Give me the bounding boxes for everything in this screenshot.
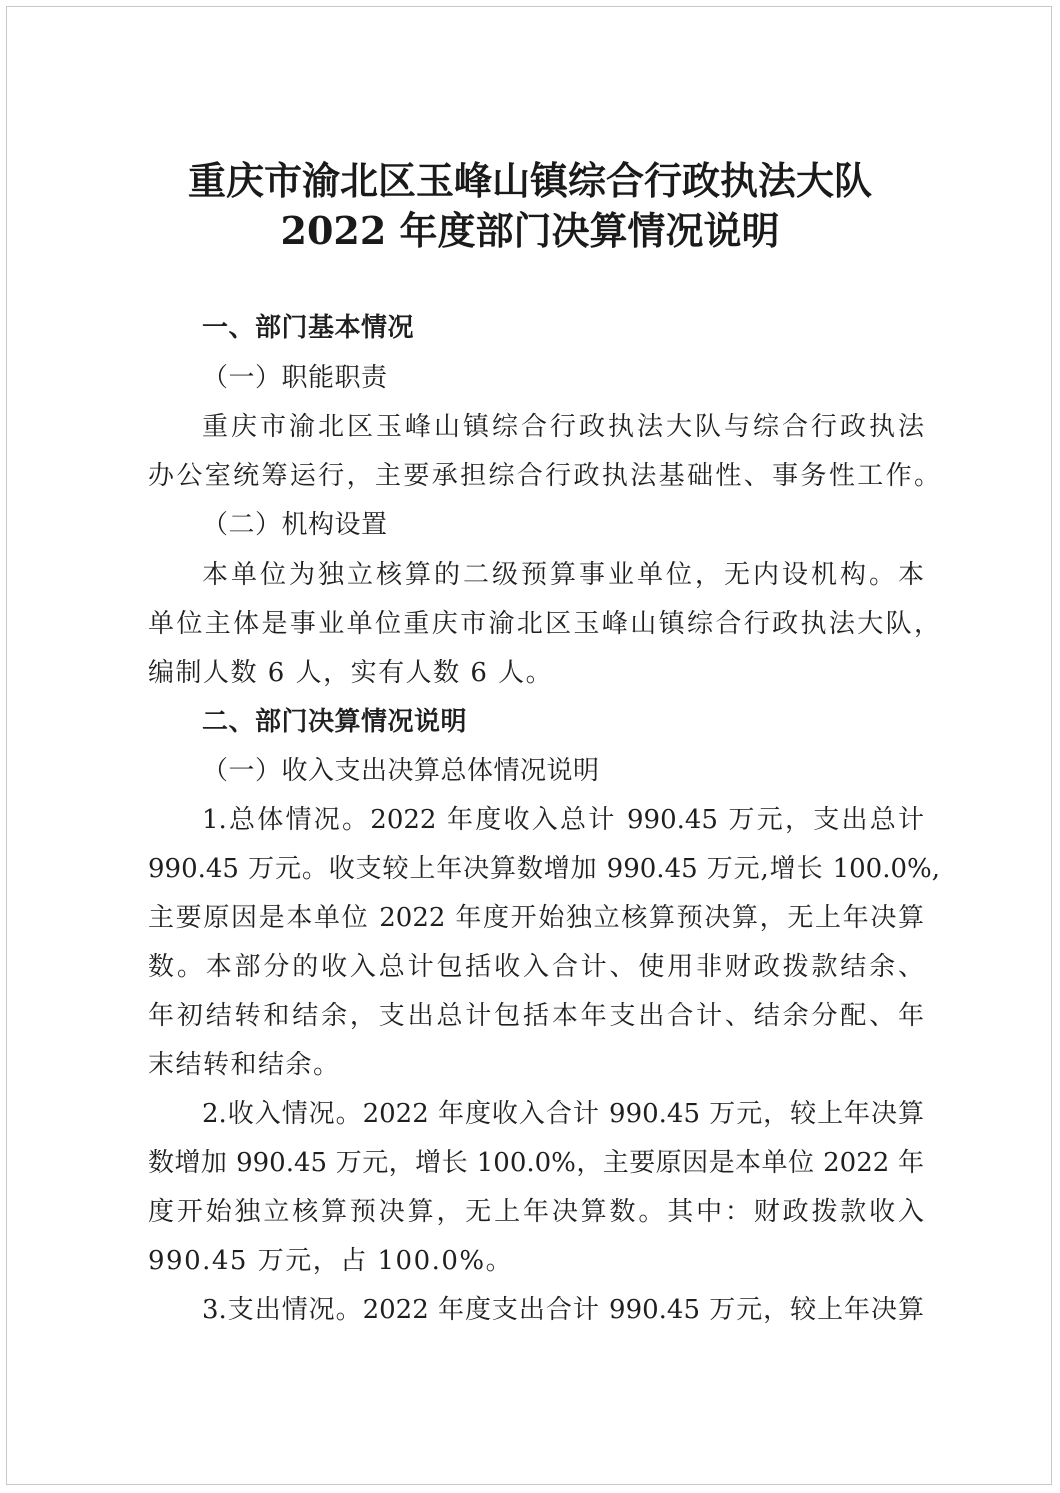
document-title-line-1: 重庆市渝北区玉峰山镇综合行政执法大队 — [187, 158, 872, 203]
paragraph-organization-line: 编制人数 6 人，实有人数 6 人。 — [148, 658, 554, 688]
paragraph-overall-line: 数。本部分的收入总计包括收入合计、使用非财政拨款结余、 — [148, 952, 924, 982]
paragraph-income-line: 990.45 万元，占 100.0%。 — [148, 1246, 514, 1276]
subheading-functions: （一）职能职责 — [202, 363, 388, 393]
paragraph-expenditure-line: 3.支出情况。2022 年度支出合计 990.45 万元，较上年决算 — [202, 1295, 924, 1325]
paragraph-overall-line: 末结转和结余。 — [148, 1050, 341, 1080]
paragraph-income-line: 数增加 990.45 万元，增长 100.0%，主要原因是本单位 2022 年 — [148, 1148, 924, 1178]
paragraph-overall-line: 年初结转和结余，支出总计包括本年支出合计、结余分配、年 — [148, 1001, 924, 1031]
paragraph-functions-line: 办公室统筹运行，主要承担综合行政执法基础性、事务性工作。 — [148, 461, 940, 491]
paragraph-overall-line: 主要原因是本单位 2022 年度开始独立核算预决算，无上年决算 — [148, 903, 924, 933]
subheading-income-expenditure: （一）收入支出决算总体情况说明 — [202, 756, 600, 786]
subheading-organization: （二）机构设置 — [202, 510, 388, 540]
paragraph-organization-line: 单位主体是事业单位重庆市渝北区玉峰山镇综合行政执法大队， — [148, 609, 940, 639]
paragraph-overall-line: 990.45 万元。收支较上年决算数增加 990.45 万元,增长 100.0%, — [148, 854, 940, 884]
paragraph-income-line: 度开始独立核算预决算，无上年决算数。其中：财政拨款收入 — [148, 1197, 924, 1227]
paragraph-overall-line: 1.总体情况。2022 年度收入总计 990.45 万元，支出总计 — [202, 805, 924, 835]
paragraph-organization-line: 本单位为独立核算的二级预算事业单位，无内设机构。本 — [202, 560, 924, 590]
section-heading-final-accounts: 二、部门决算情况说明 — [202, 707, 468, 737]
paragraph-income-line: 2.收入情况。2022 年度收入合计 990.45 万元，较上年决算 — [202, 1099, 924, 1129]
paragraph-functions-line: 重庆市渝北区玉峰山镇综合行政执法大队与综合行政执法 — [202, 412, 924, 442]
section-heading-basic-info: 一、部门基本情况 — [202, 313, 415, 343]
document-title-line-2: 2022 年度部门决算情况说明 — [280, 208, 780, 253]
